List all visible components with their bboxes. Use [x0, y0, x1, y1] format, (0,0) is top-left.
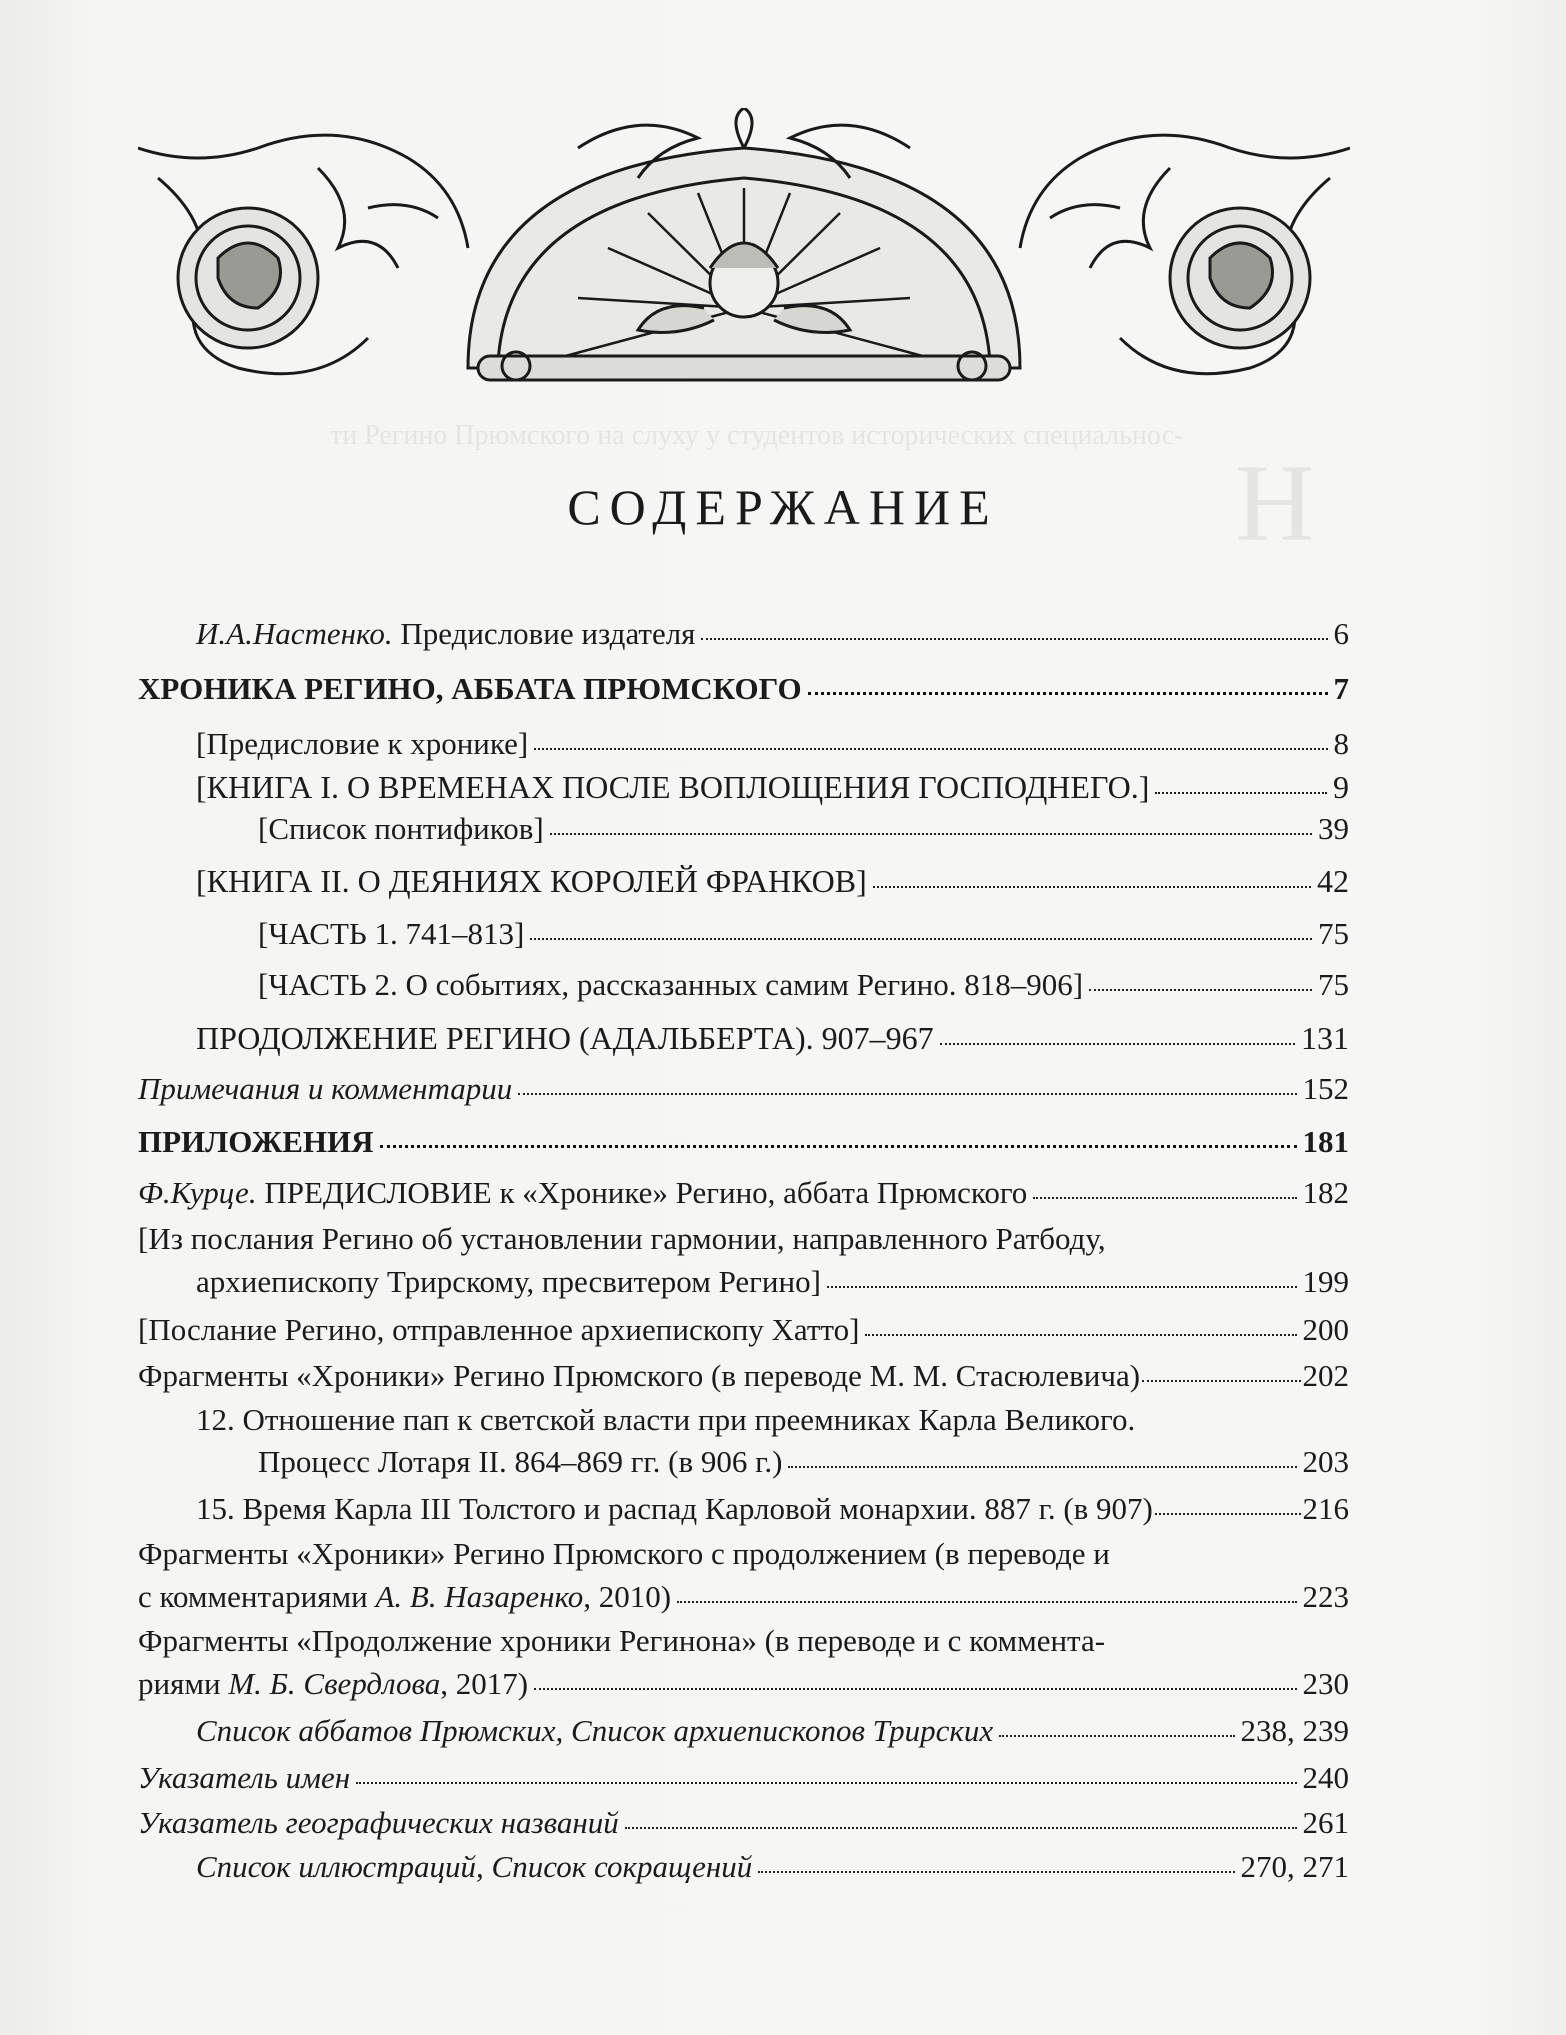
toc-entry-line1: Фрагменты «Продолжение хроники Регинона» (в переводе и с коммента- [138, 1623, 1106, 1658]
page-title: СОДЕРЖАНИЕ [567, 479, 999, 535]
dot-leader [1155, 792, 1327, 794]
toc-title: Фрагменты «Хроники» Регино Прюмского (в переводе М. М. Стасюлевича) [138, 1358, 1141, 1393]
toc-author: Ф.Курце. [138, 1175, 257, 1210]
toc-entry[interactable] [258, 1446, 1349, 1477]
ornamental-headpiece [138, 108, 1350, 388]
toc-title: [Предисловие к хронике] [196, 726, 529, 761]
toc-title: [ЧАСТЬ 1. 741–813] [258, 916, 525, 951]
toc-entry[interactable] [138, 1581, 1349, 1612]
toc-entry[interactable] [138, 1360, 1349, 1391]
toc-entry[interactable] [138, 1807, 1349, 1838]
toc-page: 7 [1333, 671, 1349, 706]
toc-title: ПРЕДИСЛОВИЕ к «Хронике» Регино, аббата Прюмского [256, 1175, 1028, 1210]
dot-leader [550, 833, 1312, 835]
toc-page: 182 [1302, 1175, 1349, 1210]
toc-entry-line1: [Из послания Регино об установлении гармонии, направленного Ратбоду, [138, 1221, 1106, 1256]
toc-entry[interactable] [196, 1266, 1349, 1297]
toc-entry[interactable] [138, 1314, 1349, 1345]
toc-title: ПРИЛОЖЕНИЯ [138, 1124, 374, 1159]
toc-page: 200 [1302, 1312, 1349, 1347]
toc-page: 131 [1301, 1020, 1349, 1056]
dot-leader [534, 748, 1327, 750]
toc-page: 202 [1302, 1358, 1349, 1393]
toc-title: Список аббатов Прюмских, Список архиепископов Трирских [196, 1713, 994, 1748]
dot-leader [788, 1466, 1296, 1468]
toc-entry-line1: Фрагменты «Хроники» Регино Прюмского с продолжением (в переводе и [138, 1536, 1110, 1571]
toc-page: 230 [1302, 1666, 1349, 1701]
dot-leader [625, 1827, 1297, 1829]
toc-page: 240 [1302, 1760, 1349, 1795]
toc-entry[interactable] [196, 771, 1349, 803]
toc-entry[interactable] [138, 1177, 1349, 1208]
toc-title: Примечания и комментарии [138, 1071, 513, 1106]
toc-page: 216 [1302, 1491, 1349, 1526]
toc-title: 15. Время Карла III Толстого и распад Карловой монархии. 887 г. (в 907) [196, 1491, 1153, 1526]
toc-entry[interactable] [258, 918, 1349, 949]
toc-author: М. Б. Свердлова [228, 1666, 441, 1701]
dot-leader [758, 1871, 1234, 1873]
toc-entry[interactable] [138, 1126, 1349, 1157]
toc-title-tail: , 2010) [583, 1579, 672, 1614]
dot-leader [677, 1601, 1296, 1603]
toc-page: 181 [1302, 1124, 1349, 1159]
toc-author: А. В. Назаренко [375, 1579, 584, 1614]
dot-leader [534, 1688, 1296, 1690]
toc-title: ПРОДОЛЖЕНИЕ РЕГИНО (АДАЛЬБЕРТА). 907–967 [196, 1020, 934, 1056]
toc-page: 42 [1317, 863, 1349, 899]
toc-entry[interactable] [196, 618, 1349, 649]
toc-title: риями [138, 1666, 229, 1701]
show-through-initial: Н [1235, 442, 1315, 564]
dot-leader [380, 1145, 1297, 1148]
toc-title: архиепископу Трирскому, пресвитером Регино] [196, 1264, 821, 1299]
toc-author: И.А.Настенко. [196, 616, 393, 651]
toc-page: 223 [1302, 1579, 1349, 1614]
toc-title: [Послание Регино, отправленное архиепископу Хатто] [138, 1312, 860, 1347]
dot-leader [701, 638, 1327, 640]
dot-leader [530, 938, 1312, 940]
toc-title: [КНИГА I. О ВРЕМЕНАХ ПОСЛЕ ВОПЛОЩЕНИЯ ГОСПОДНЕГО.] [196, 769, 1150, 805]
toc-page: 9 [1333, 769, 1349, 805]
dot-leader [1089, 989, 1312, 991]
toc-title: Процесс Лотаря II. 864–869 гг. (в 906 г.) [258, 1444, 783, 1479]
toc-entry-line1: 12. Отношение пап к светской власти при преемниках Карла Великого. [196, 1402, 1136, 1437]
dot-leader [1033, 1197, 1296, 1199]
dot-leader [356, 1782, 1296, 1784]
dot-leader [518, 1093, 1296, 1095]
dot-leader [940, 1043, 1295, 1045]
dot-leader [827, 1286, 1297, 1288]
toc-entry[interactable] [138, 1073, 1349, 1104]
toc-page: 199 [1302, 1264, 1349, 1299]
toc-page: 152 [1302, 1071, 1349, 1106]
show-through-text: ти Регино Прюмского на слуху у студентов исторических специальнос- [330, 420, 1184, 451]
toc-entry[interactable] [138, 1762, 1349, 1793]
toc-page: 75 [1318, 967, 1349, 1002]
toc-title: с комментариями [138, 1579, 376, 1614]
toc-entry[interactable] [196, 1022, 1349, 1054]
toc-page: 270, 271 [1240, 1849, 1349, 1884]
toc-title: Предисловие издателя [392, 616, 696, 651]
toc-title: [Список понтификов] [258, 811, 544, 846]
dot-leader [999, 1735, 1234, 1737]
toc-page: 261 [1302, 1805, 1349, 1840]
toc-title: Указатель имен [138, 1760, 351, 1795]
toc-entry[interactable] [196, 1851, 1349, 1882]
toc-entry[interactable] [196, 865, 1349, 897]
toc-title: Указатель географических названий [138, 1805, 619, 1840]
toc-entry[interactable] [196, 1715, 1349, 1746]
toc-title: Список иллюстраций, Список сокращений [196, 1849, 753, 1884]
toc-page: 203 [1302, 1444, 1349, 1479]
toc-entry[interactable] [258, 813, 1349, 844]
toc-entry[interactable] [196, 728, 1349, 759]
toc-entry[interactable] [196, 1493, 1349, 1524]
dot-leader [808, 692, 1328, 695]
toc-page: 75 [1318, 916, 1349, 951]
toc-entry[interactable] [138, 1668, 1349, 1699]
toc-entry[interactable] [138, 673, 1349, 704]
dot-leader [865, 1334, 1296, 1336]
toc-title: [КНИГА II. О ДЕЯНИЯХ КОРОЛЕЙ ФРАНКОВ] [196, 863, 867, 899]
toc-page: 6 [1333, 616, 1349, 651]
dot-leader [1142, 1380, 1300, 1382]
toc-entry[interactable] [258, 969, 1349, 1000]
toc-page: 39 [1318, 811, 1349, 846]
toc-title-tail: , 2017) [440, 1666, 529, 1701]
toc-page: 238, 239 [1240, 1713, 1349, 1748]
dot-leader [1155, 1513, 1301, 1515]
toc-title: ХРОНИКА РЕГИНО, АББАТА ПРЮМСКОГО [138, 671, 802, 706]
toc-title: [ЧАСТЬ 2. О событиях, рассказанных самим Регино. 818–906] [258, 967, 1084, 1002]
toc-page: 8 [1333, 726, 1349, 761]
dot-leader [873, 886, 1311, 888]
